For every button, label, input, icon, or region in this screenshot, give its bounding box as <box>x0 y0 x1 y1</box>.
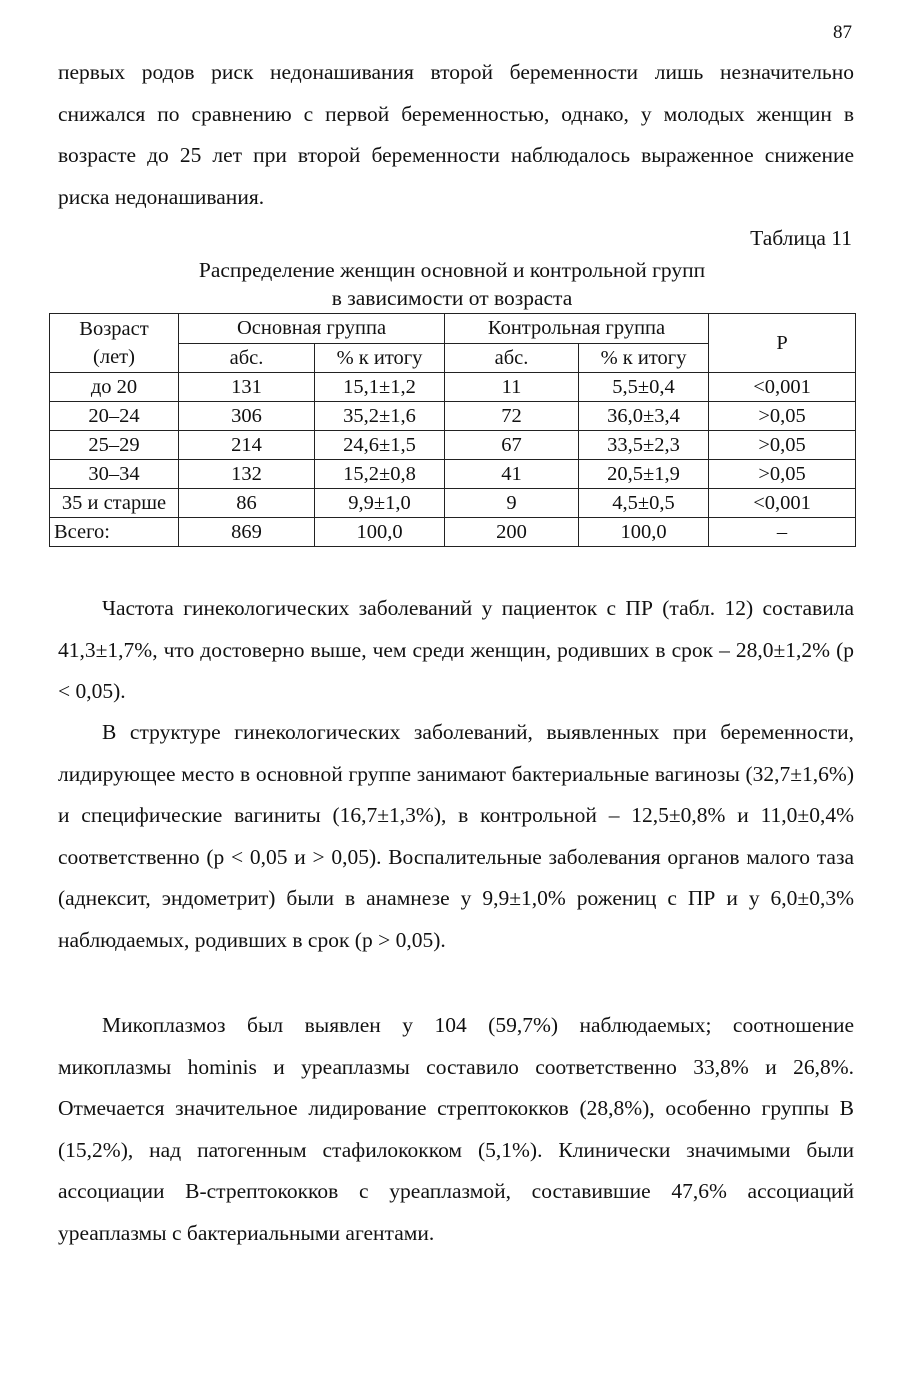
cell-control-abs: 11 <box>445 373 579 402</box>
header-age-unit: (лет) <box>93 346 135 368</box>
cell-main-abs: 306 <box>179 402 315 431</box>
cell-control-percent: 100,0 <box>579 518 709 547</box>
cell-control-percent: 5,5±0,4 <box>579 373 709 402</box>
cell-main-percent: 35,2±1,6 <box>315 402 445 431</box>
header-p: Р <box>709 314 856 373</box>
cell-p: >0,05 <box>709 431 856 460</box>
cell-control-percent: 20,5±1,9 <box>579 460 709 489</box>
header-control-percent: % к итогу <box>579 343 709 373</box>
cell-age: 30–34 <box>50 460 179 489</box>
cell-main-percent: 24,6±1,5 <box>315 431 445 460</box>
table-label: Таблица 11 <box>750 226 852 250</box>
table-row <box>50 431 856 460</box>
age-distribution-table <box>49 313 856 547</box>
paragraph-gynecological-frequency: Частота гинекологических заболеваний у пациенток с ПР (табл. 12) составила 41,3±1,7%, что достоверно выше, чем среди женщин, родивших в срок – 28,0±1,2% (р < 0,05). <box>58 596 854 703</box>
cell-control-percent: 33,5±2,3 <box>579 431 709 460</box>
header-main-percent: % к итогу <box>315 343 445 373</box>
cell-main-abs: 86 <box>179 489 315 518</box>
cell-age: до 20 <box>50 373 179 402</box>
cell-age: 20–24 <box>50 402 179 431</box>
table-total-row <box>50 518 856 547</box>
cell-control-abs: 200 <box>445 518 579 547</box>
cell-main-percent: 15,1±1,2 <box>315 373 445 402</box>
table-caption-line-1: Распределение женщин основной и контрольной групп <box>198 258 706 282</box>
cell-p: – <box>709 518 856 547</box>
cell-main-percent: 9,9±1,0 <box>315 489 445 518</box>
cell-age-total: Всего: <box>50 518 179 547</box>
cell-control-percent: 36,0±3,4 <box>579 402 709 431</box>
cell-main-abs: 869 <box>179 518 315 547</box>
cell-control-abs: 67 <box>445 431 579 460</box>
cell-control-abs: 41 <box>445 460 579 489</box>
header-main-group: Основная группа <box>179 314 445 344</box>
cell-p: >0,05 <box>709 460 856 489</box>
cell-main-abs: 132 <box>179 460 315 489</box>
table-row <box>50 460 856 489</box>
cell-age: 25–29 <box>50 431 179 460</box>
cell-main-abs: 214 <box>179 431 315 460</box>
header-control-abs: абс. <box>445 343 579 373</box>
cell-main-percent: 15,2±0,8 <box>315 460 445 489</box>
table-caption <box>0 256 904 312</box>
cell-control-percent: 4,5±0,5 <box>579 489 709 518</box>
header-age-label: Возраст <box>79 318 149 340</box>
paragraph-disease-structure: В структуре гинекологических заболеваний, выявленных при беременности, лидирующее место в основной группе занимают бактериальные вагинозы (32,7±1,6%) и специфические вагиниты (16,7±1,3%), в контрольной – 12,5±0,8% и 11,0±0,4% соответственно (р < 0,05 и > 0,05). Воспалительные заболевания органов малого таза (аднексит, эндометрит) были в анамнезе у 9,9±1,0% рожениц с ПР и у 6,0±0,3% наблюдаемых, родивших в срок (р > 0,05). <box>58 720 854 952</box>
cell-age: 35 и старше <box>50 489 179 518</box>
cell-control-abs: 72 <box>445 402 579 431</box>
cell-control-abs: 9 <box>445 489 579 518</box>
cell-main-abs: 131 <box>179 373 315 402</box>
paragraph-mycoplasmosis: Микоплазмоз был выявлен у 104 (59,7%) наблюдаемых; соотношение микоплазмы hominis и уреаплазмы составило соответственно 33,8% и 26,8%. Отмечается значительное лидирование стрептококков (28,8%), особенно группы В (15,2%), над патогенным стафилококком (5,1%). Клинически значимыми были ассоциации В-стрептококков с уреаплазмой, составившие 47,6% ассоциаций уреаплазмы с бактериальными агентами. <box>58 1013 854 1245</box>
table-row <box>50 402 856 431</box>
table-header-row-1 <box>50 314 856 344</box>
table-row <box>50 373 856 402</box>
cell-p: <0,001 <box>709 489 856 518</box>
table-row <box>50 489 856 518</box>
page-number: 87 <box>833 22 852 43</box>
header-control-group: Контрольная группа <box>445 314 709 344</box>
table-caption-line-2: в зависимости от возраста <box>331 286 573 310</box>
header-age <box>50 314 179 373</box>
cell-main-percent: 100,0 <box>315 518 445 547</box>
cell-p: <0,001 <box>709 373 856 402</box>
cell-p: >0,05 <box>709 402 856 431</box>
intro-paragraph: первых родов риск недонашивания второй беременности лишь незначительно снижался по сравнению с первой беременностью, однако, у молодых женщин в возрасте до 25 лет при второй беременности наблюдалось выраженное снижение риска недонашивания. <box>58 60 854 209</box>
header-main-abs: абс. <box>179 343 315 373</box>
